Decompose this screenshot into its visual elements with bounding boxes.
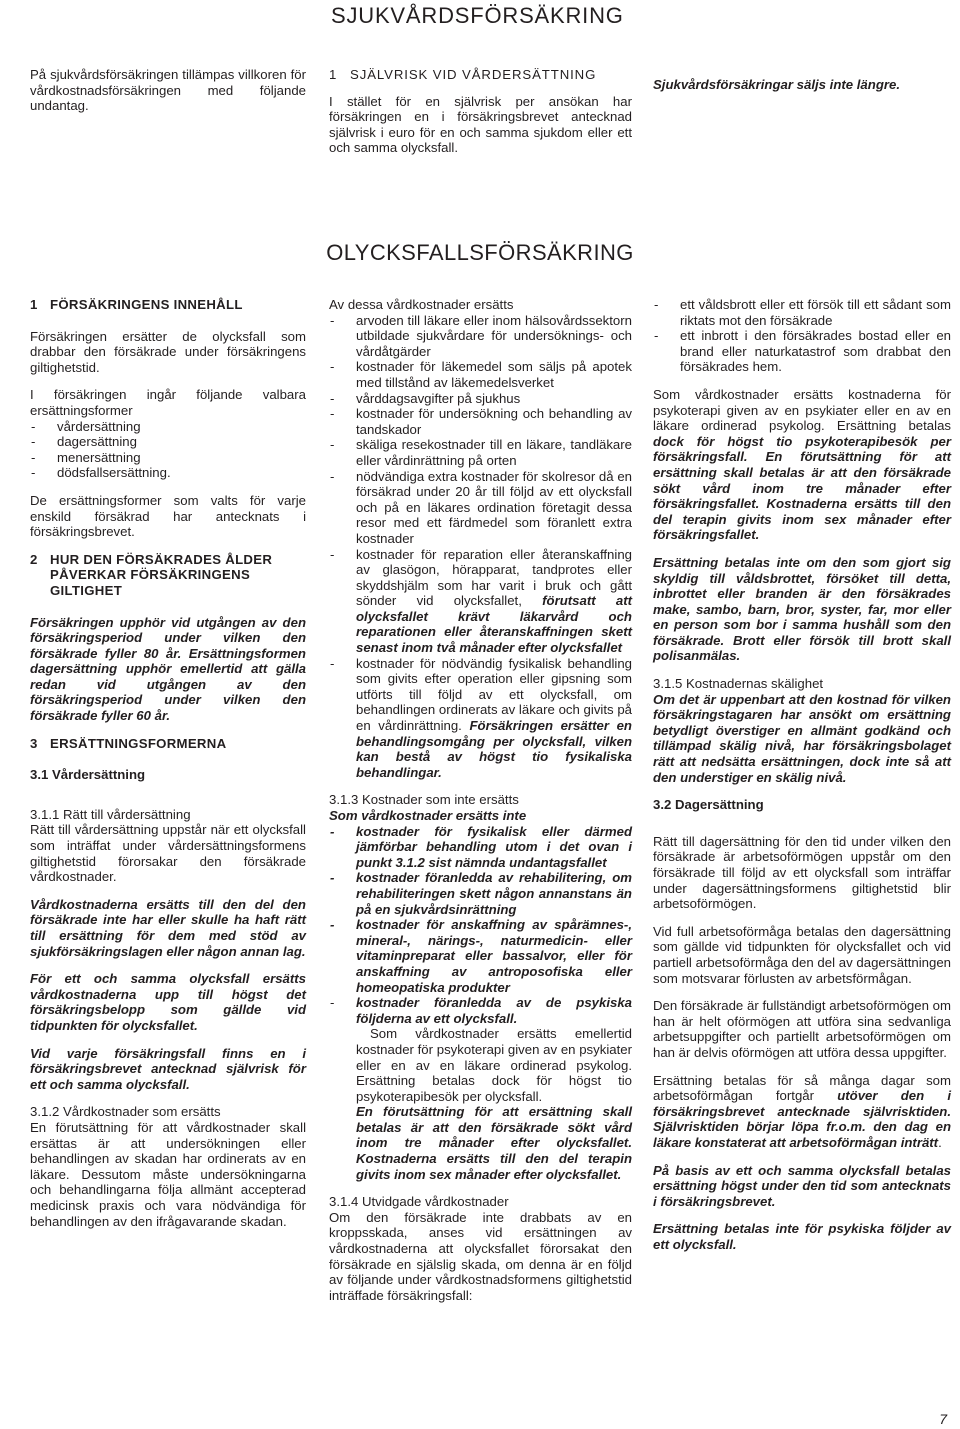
paragraph: På basis av ett och samma olycksfall betalas ersättning högst under den tid som antecknats i försäkringsbrevet. — [653, 1162, 951, 1209]
deductible-column — [329, 67, 632, 168]
list-item: - menersättning — [30, 450, 306, 466]
subheading-daily-allowance: 3.2 Dagersättning — [653, 797, 764, 813]
deductible-heading — [329, 67, 632, 83]
deductible-heading-number: 1 — [329, 67, 338, 82]
page-number: 7 — [939, 1411, 947, 1427]
list-item: - vårddagsavgifter på sjukhus — [329, 391, 632, 407]
subheading-cost-reasonableness: 3.1.5 Kostnadernas skälighet — [653, 676, 824, 692]
list-item: - kostnader för undersökning och behandling av tandskador — [329, 406, 632, 437]
paragraph: Ersättning betalas inte för psykiska följder av ett olycksfall. — [653, 1221, 951, 1252]
section-title: OLYCKSFALLSFÖRSÄKRING — [326, 240, 634, 265]
notice-column — [653, 77, 951, 105]
list-item: - kostnader föranledda av rehabilitering, om rehabiliteringen skett någon annanstans än på en sjukvårdsinrättning — [329, 870, 632, 917]
list-item — [329, 656, 632, 781]
heading-insurance-content — [30, 297, 306, 313]
subheading-covered-costs: 3.1.2 Vårdkostnader som ersätts — [30, 1104, 221, 1120]
paragraph: Försäkringen ersätter de olycksfall som drabbar den försäkrade under försäkringens giltighetstid. — [30, 328, 306, 375]
paragraph: Om det är uppenbart att den kostnad för vilken försäkringstagaren har ansökt om ersättning betydligt överstiger en allmänt godkänd och tillämpad skälig nivå, har försäkringsbolaget rätt att nedsätta ersättningen, dock inte så att den understiger en skälig nivå. — [653, 691, 951, 785]
list-item: - ett inbrott i den försäkrades bostad eller en brand eller naturkatastrof som drabbat den försäkrades hem. — [653, 328, 951, 375]
paragraph-emphasis: utöver den i försäkringsbrevet antecknade självrisktiden. Självrisktiden börjar löpa fr.o.m. den dag en läkare konstaterat att arbetsoförmågan inträtt — [653, 1088, 951, 1150]
subheading-care-compensation: 3.1 Vårdersättning — [30, 767, 146, 783]
list-item: - dagersättning — [30, 434, 306, 450]
paragraph: Vid varje försäkringsfall finns en i försäkringsbrevet antecknad självrisk för ett och samma olycksfall. — [30, 1045, 306, 1092]
paragraph: Rätt till dagersättning för den tid under vilken den försäkrade är arbetsoförmögen uppstår om den försäkrade till följd av ett olycksfall som inträffar under dagersättningsformens giltighetstid blir arbetsoförmögen. — [653, 833, 951, 912]
list-item: - dödsfallsersättning. — [30, 465, 306, 481]
list-item: - skäliga resekostnader till en läkare, tandläkare eller vårdinrättning på orten — [329, 437, 632, 468]
non-covered-costs-list — [329, 824, 632, 1183]
list-item: - ett våldsbrott eller ett försök till ett sådant som riktats mot den försäkrade — [653, 297, 951, 328]
insured-events-list — [653, 297, 951, 375]
no-longer-sold-notice: Sjukvårdsförsäkringar säljs inte längre. — [653, 77, 901, 92]
list-item-text: kostnader för nödvändig fysikalisk behandling som givits efter operation eller gipsning som utförts till följd av ett olycksfall, om behandlingen ordinerats av läkare och givits på en vårdinrättning. — [356, 655, 632, 734]
paragraph: För ett och samma olycksfall ersätts vårdkostnaderna upp till högst det försäkringsbelopp som gällde vid tidpunkten för olycksfallet. — [30, 971, 306, 1033]
column-3 — [653, 297, 951, 1264]
list-item — [329, 547, 632, 656]
covered-costs-list — [329, 313, 632, 781]
paragraph: Försäkringen upphör vid utgången av den försäkringsperiod under vilken den försäkrade fyller 80 år. Ersättningsformen dagersättning upphör emellertid att gälla redan vid utgången av den försäkringsperiod under vilken den försäkrade fyller 60 år. — [30, 614, 306, 724]
list-item-emphasis: förutsatt att olycksfallet krävt läkarvård och reparationen eller återanskaffningen skett senast inom två månader efter olycksfallet — [356, 593, 632, 656]
heading-number: 2 — [30, 551, 38, 567]
list-item: - nödvändiga extra kostnader för skolresor då en försäkrad under 20 år till följd av ett olycksfall och på en läkares ordination företagit dessa resor med ett färdmedel som föranlett extra kostnader — [329, 469, 632, 547]
paragraph: En förutsättning för att vårdkostnader skall ersättas är att undersökningen eller behandlingen av skadan har ordinerats av en läkare. Dessutom måste undersökningarna och behandlingarna följa allmänt accepterad medicinsk praxis och vara nödvändiga för behandlingen av den ifrågavarande skadan. — [30, 1119, 306, 1229]
deductible-text: I stället för en självrisk per ansökan har försäkringen en i försäkringsbrevet antecknad självrisk i euro för en och samma sjukdom eller ett och samma olycksfall. — [329, 93, 632, 156]
paragraph: Vårdkostnaderna ersätts till den del den försäkrade inte har eller skulle ha haft rätt till ersättning för dem med stöd av sjukförsäkringslagen eller någon annan lag. — [30, 896, 306, 959]
subheading-right-to-care-compensation: 3.1.1 Rätt till vårdersättning — [30, 806, 191, 822]
heading-number: 3 — [30, 735, 38, 751]
paragraph: Den försäkrade är fullständigt arbetsoförmögen om han är helt oförmögen att utföra sina sedvanliga arbetsuppgifter och partiellt arbetsoförmögen om han är delvis oförmögen att utföra dessa uppgifter. — [653, 998, 951, 1060]
non-covered-lead: Som vårdkostnader ersätts inte — [329, 808, 527, 823]
intro-column — [30, 67, 306, 126]
deductible-heading-text: SJÄLVRISK VID VÅRDERSÄTTNING — [350, 67, 597, 82]
list-item: - vårdersättning — [30, 419, 306, 435]
paragraph: De ersättningsformer som valts för varje enskild försäkrad har antecknats i försäkringsbrevet. — [30, 492, 306, 540]
paragraph: Vid full arbetsoförmåga betalas den dagersättning som gällde vid tidpunkten för olycksfallet och vid partiell arbetsoförmåga den del av dagersättningen som motsvarar förlusten av arbetsförmågan. — [653, 923, 951, 986]
heading-text: ERSÄTTNINGSFORMERNA — [50, 735, 227, 751]
list-item-text: - kostnader föranledda av de psykiska följderna av ett olycksfall. — [356, 995, 632, 1026]
heading-age-validity — [30, 552, 306, 599]
page-title: SJUKVÅRDSFÖRSÄKRING — [331, 3, 624, 28]
list-item: - arvoden till läkare eller inom hälsovårdssektorn utbildade sjukvårdare för undersöknings- och vårdåtgärder — [329, 313, 632, 360]
paragraph-text: Som vårdkostnader ersätts kostnaderna för psykoterapi given av en psykiater eller en av en läkare ordinerad psykolog. Ersättning betalas — [653, 386, 951, 434]
column-1 — [30, 297, 306, 1241]
paragraph-text: Ersättning betalas för så många dagar som arbetsoförmågan fortgår — [653, 1072, 951, 1104]
heading-text: FÖRSÄKRINGENS INNEHÅLL — [50, 297, 243, 312]
list-item: - kostnader för läkemedel som säljs på apotek med tillstånd av läkemedelsverket — [329, 359, 632, 390]
column-2 — [329, 297, 632, 1315]
intro-text: På sjukvårdsförsäkringen tillämpas villkoren för vårdkostnadsförsäkringen med följande undantag. — [30, 67, 306, 114]
paragraph — [653, 387, 951, 543]
compensation-forms-list — [30, 419, 306, 481]
paragraph: Ersättning betalas inte om den som gjort sig skyldig till våldsbrottet, försöket till detta, inbrottet eller branden är den försäkrades make, sambo, barn, bror, syster, far, mor eller en person som bor i samma hushåll som den försäkrade. Brott eller försök till brott skall polisanmälas. — [653, 554, 951, 664]
paragraph — [653, 1073, 951, 1151]
paragraph: I försäkringen ingår följande valbara ersättningsformer — [30, 387, 306, 418]
paragraph: Rätt till vårdersättning uppstår när ett olycksfall som inträffat under vårdersättningsformens giltighetstid förorsakar den försäkrade vårdkostnader. — [30, 822, 306, 885]
covered-costs-intro: Av dessa vårdkostnader ersätts — [329, 297, 514, 312]
heading-text: HUR DEN FÖRSÄKRADES ÅLDER PÅVERKAR FÖRSÄKRINGENS GILTIGHET — [50, 551, 273, 598]
list-item: - kostnader för anskaffning av spårämnes-, mineral-, närings-, naturmedicin- eller vitaminpreparat eller bassalvor, eller för anskaffning av antroposofiska eller homeopatiska produkter — [329, 917, 632, 995]
list-item-emphasis: Försäkringen ersätter en behandlingsomgång per olycksfall, vilken kan bestå av högst tio fysikaliska behandlingar. — [356, 718, 632, 780]
psychotherapy-paragraph: Som vårdkostnader ersätts emellertid kostnader för psykoterapi given av en psykiater eller en av en läkare ordinerad psykolog. Ersättning betalas dock för högst tio psykoterapibesök per olycksfall. — [356, 1026, 632, 1104]
subheading-non-covered-costs: 3.1.3 Kostnader som inte ersätts — [329, 792, 519, 808]
psychotherapy-condition: En förutsättning för att ersättning skall betalas är att den försäkrade sökt vård inom tre månader efter olycksfallet. Kostnaderna ersätts till den del terapin givits inom sex månader efter olycksfallet. — [356, 1104, 632, 1182]
list-item — [329, 995, 632, 1182]
list-item-text: kostnader för reparation eller återanskaffning av glasögon, hörapparat, tandprotes eller skyddshjälm som har varit i bruk och gått sönder vid olycksfallet, — [356, 546, 632, 609]
subheading-extended-care-costs: 3.1.4 Utvidgade vårdkostnader — [329, 1194, 509, 1210]
paragraph-emphasis: dock för högst tio psykoterapibesök per försäkringsfall. En förutsättning för att ersättning skall betalas är att den försäkrade sökt vård inom tre månader efter försäkringsfallet. Kostnaderna ersätts till den del terapin givits inom sex månader efter försäkringsfallet. — [653, 433, 951, 543]
heading-number: 1 — [30, 297, 38, 312]
paragraph: Om den försäkrade inte drabbats av en kroppsskada, anses vid ersättningen av vårdkostnaderna att olycksfallet förorsakat den försäkrade en själslig skada, om denna är en följd av följande under vårdkostnadsformens giltighetstid inträffade försäkringsfall: — [329, 1209, 632, 1303]
heading-compensation-forms — [30, 736, 306, 752]
paragraph-text: . — [938, 1134, 942, 1150]
list-item: - kostnader för fysikalisk eller därmed jämförbar behandling utom i det ovan i punkt 3.1.2 sist nämnda undantagsfallet — [329, 824, 632, 871]
